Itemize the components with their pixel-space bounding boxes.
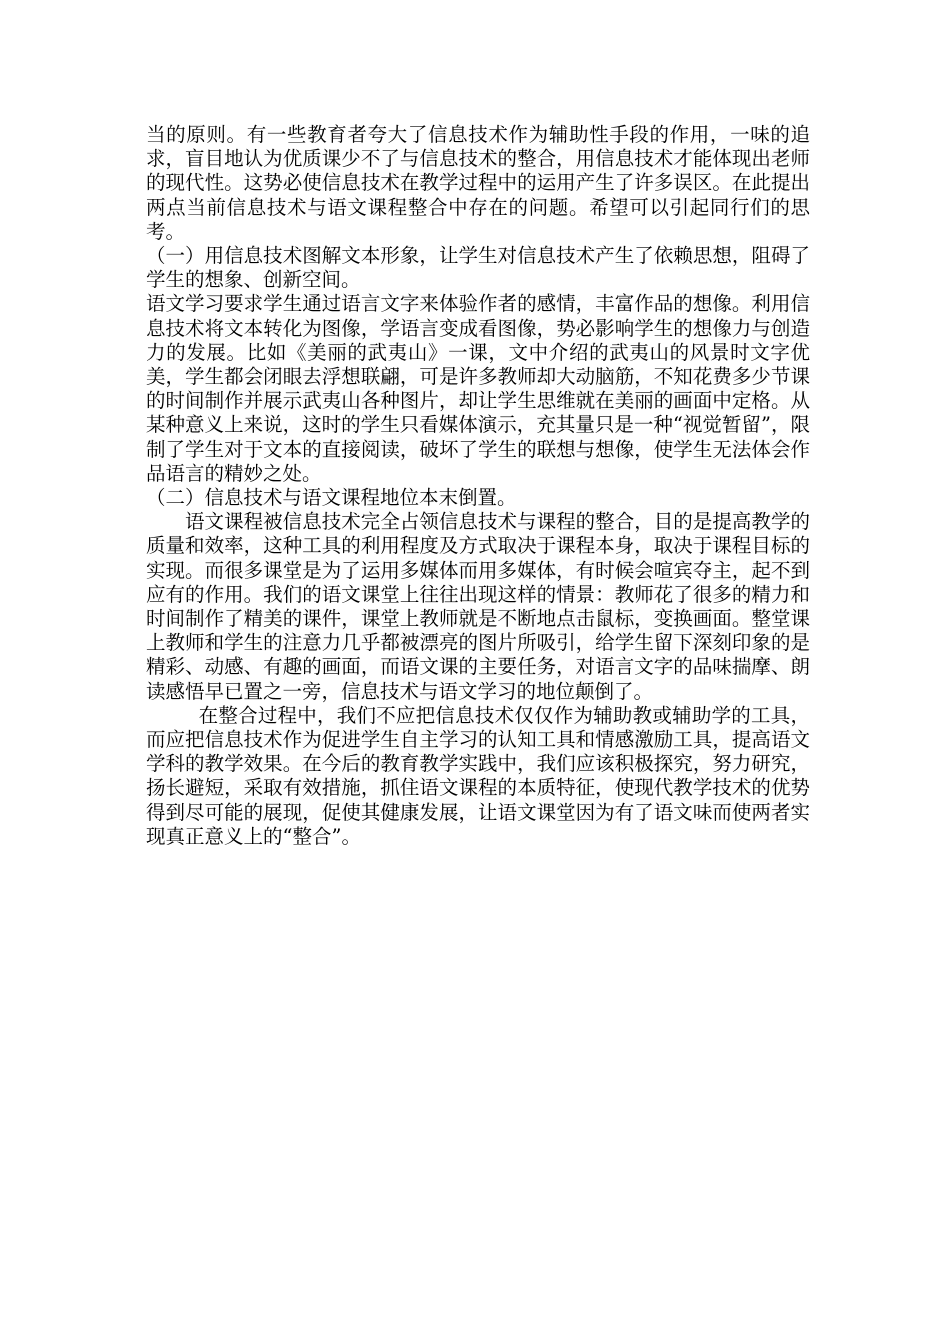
section-heading-1: （一）用信息技术图解文本形象，让学生对信息技术产生了依赖思想，阻碍了学生的想象、创新空间。 (146, 244, 810, 292)
paragraph-section-1: 语文学习要求学生通过语言文字来体验作者的感情，丰富作品的想像。利用信息技术将文本转化为图像，学语言变成看图像，势必影响学生的想像力与创造力的发展。比如《美丽的武夷山》一课，文中介绍的武夷山的风景时文字优美，学生都会闭眼去浮想联翩，可是许多教师却大动脑筋，不知花费多少节课的时间制作并展示武夷山各种图片，却让学生思维就在美丽的画面中定格。从某种意义上来说，这时的学生只看媒体演示，充其量只是一种“视觉暂留”，限制了学生对于文本的直接阅读，破坏了学生的联想与想像，使学生无法体会作品语言的精妙之处。 (146, 292, 810, 485)
document-body (146, 123, 810, 849)
paragraph-intro: 当的原则。有一些教育者夸大了信息技术作为辅助性手段的作用，一味的追求，盲目地认为优质课少不了与信息技术的整合，用信息技术才能体现出老师的现代性。这势必使信息技术在教学过程中的运用产生了许多误区。在此提出两点当前信息技术与语文课程整合中存在的问题。希望可以引起同行们的思考。 (146, 123, 810, 243)
paragraph-section-2: 语文课程被信息技术完全占领信息技术与课程的整合，目的是提高教学的质量和效率，这种工具的利用程度及方式取决于课程本身，取决于课程目标的实现。而很多课堂是为了运用多媒体而用多媒体，有时候会喧宾夺主，起不到应有的作用。我们的语文课堂上往往出现这样的情景：教师花了很多的精力和时间制作了精美的课件，课堂上教师就是不断地点击鼠标，变换画面。整堂课上教师和学生的注意力几乎都被漂亮的图片所吸引，给学生留下深刻印象的是精彩、动感、有趣的画面，而语文课的主要任务，对语言文字的品味揣摩、朗读感悟早已置之一旁，信息技术与语文学习的地位颠倒了。 (146, 510, 810, 703)
section-heading-2: （二）信息技术与语文课程地位本末倒置。 (146, 486, 517, 510)
paragraph-conclusion: 在整合过程中，我们不应把信息技术仅仅作为辅助教或辅助学的工具，而应把信息技术作为促进学生自主学习的认知工具和情感激励工具，提高语文学科的教学效果。在今后的教育教学实践中，我们应该积极探究，努力研究，扬长避短，采取有效措施，抓住语文课程的本质特征，使现代教学技术的优势得到尽可能的展现，促使其健康发展，让语文课堂因为有了语文味而使两者实现真正意义上的“整合”。 (146, 703, 810, 848)
